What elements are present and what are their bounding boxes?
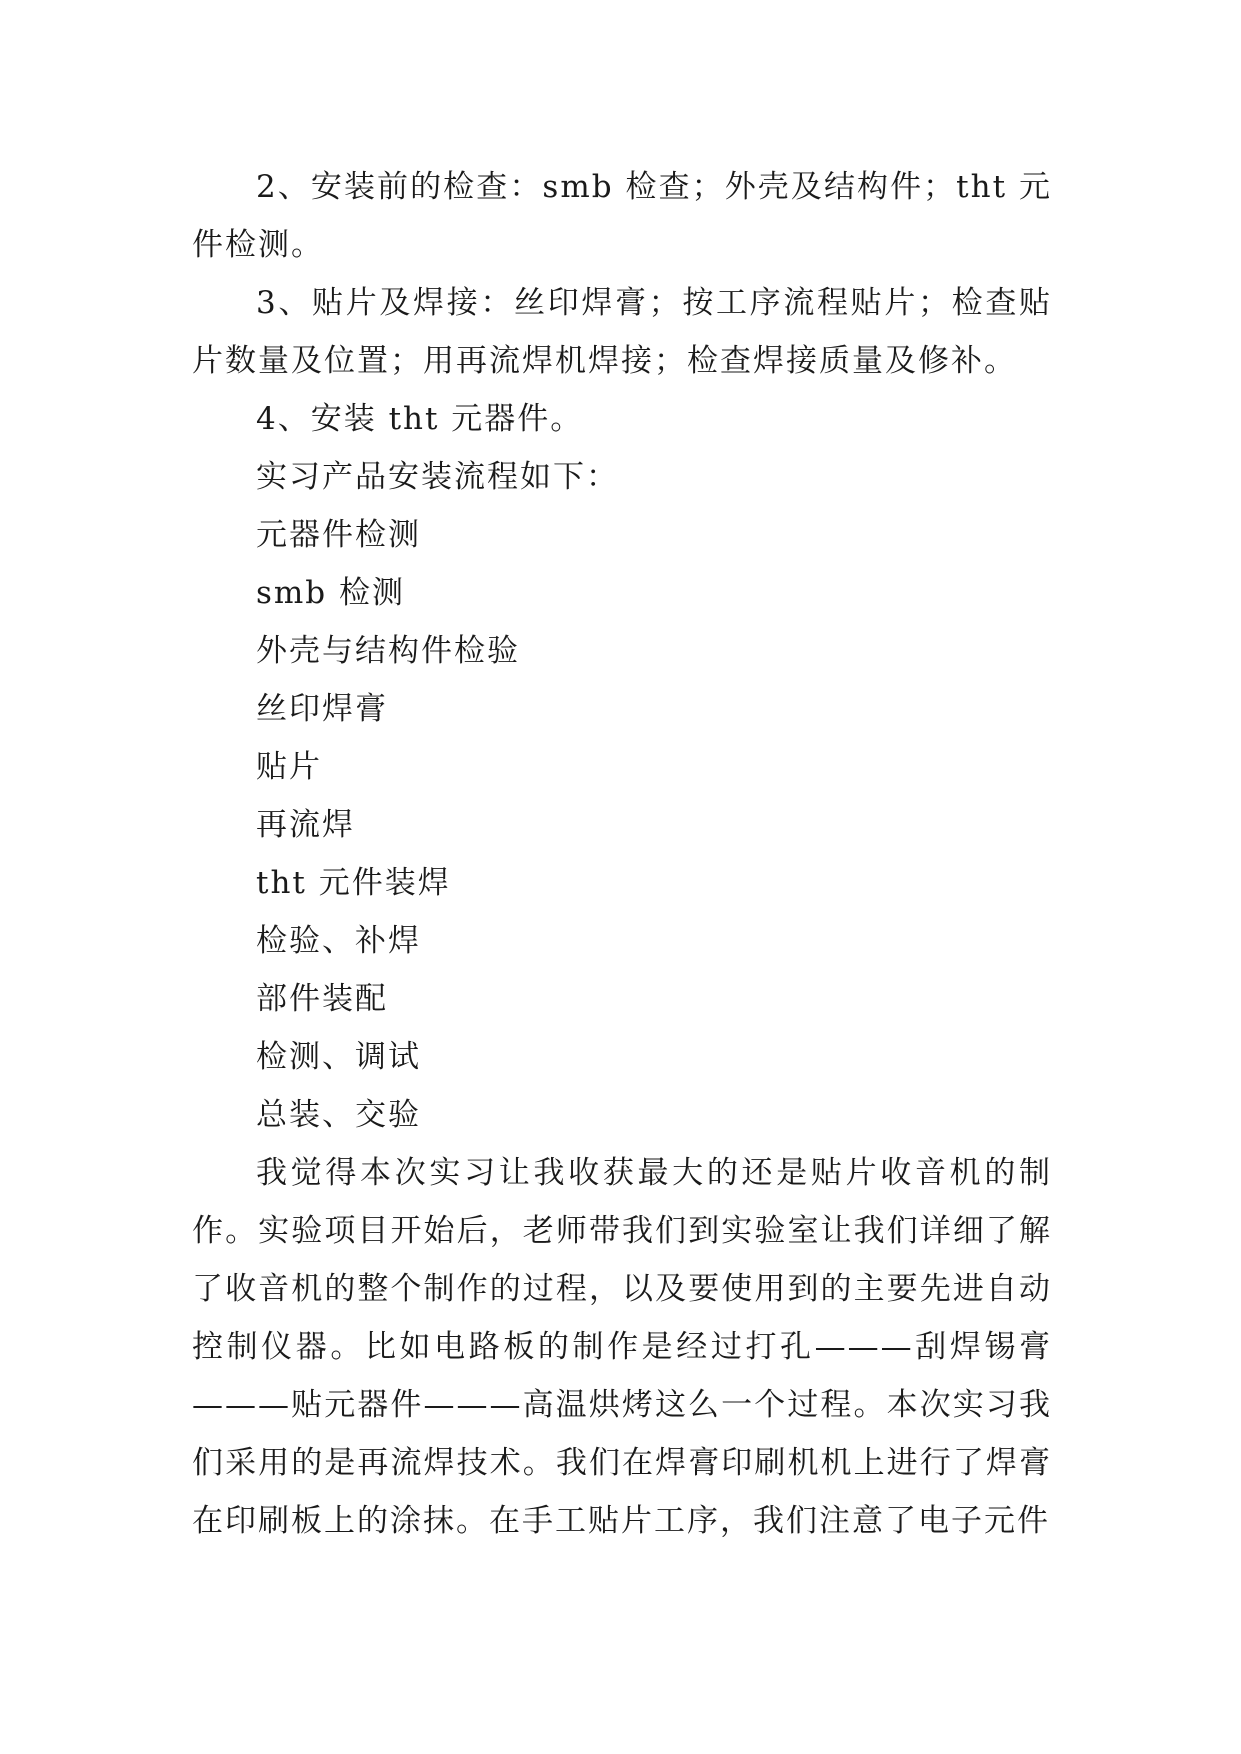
flow-step: 丝印焊膏 [256,691,388,727]
paragraph-tht-install: 4、安装 tht 元器件。 [256,401,584,437]
flow-intro: 实习产品安装流程如下： [256,459,619,495]
flow-step: 贴片 [256,749,322,785]
flow-step: 总装、交验 [256,1097,421,1133]
flow-step: 元器件检测 [256,517,421,553]
install-flow-list [192,448,1052,1144]
flow-step: smb 检测 [256,575,406,611]
flow-step: tht 元件装焊 [256,865,451,901]
flow-step: 检验、补焊 [256,923,421,959]
document-body [192,158,1052,1550]
flow-step: 检测、调试 [256,1039,421,1075]
flow-step: 再流焊 [256,807,355,843]
flow-step: 外壳与结构件检验 [256,633,520,669]
paragraph-pre-install-check: 2、安装前的检查：smb 检查；外壳及结构件；tht 元件检测。 [192,169,1052,263]
paragraph-reflection: 我觉得本次实习让我收获最大的还是贴片收音机的制作。实验项目开始后，老师带我们到实验室让我们详细了解了收音机的整个制作的过程，以及要使用到的主要先进自动控制仪器。比如电路板的制作是经过打孔———刮焊锡膏———贴元器件———高温烘烤这么一个过程。本次实习我们采用的是再流焊技术。我们在焊膏印刷机机上进行了焊膏在印刷板上的涂抹。在手工贴片工序，我们注意了电子元件 [192,1155,1052,1539]
flow-step: 部件装配 [256,981,388,1017]
paragraph-smt-soldering: 3、贴片及焊接：丝印焊膏；按工序流程贴片；检查贴片数量及位置；用再流焊机焊接；检查焊接质量及修补。 [192,285,1052,379]
